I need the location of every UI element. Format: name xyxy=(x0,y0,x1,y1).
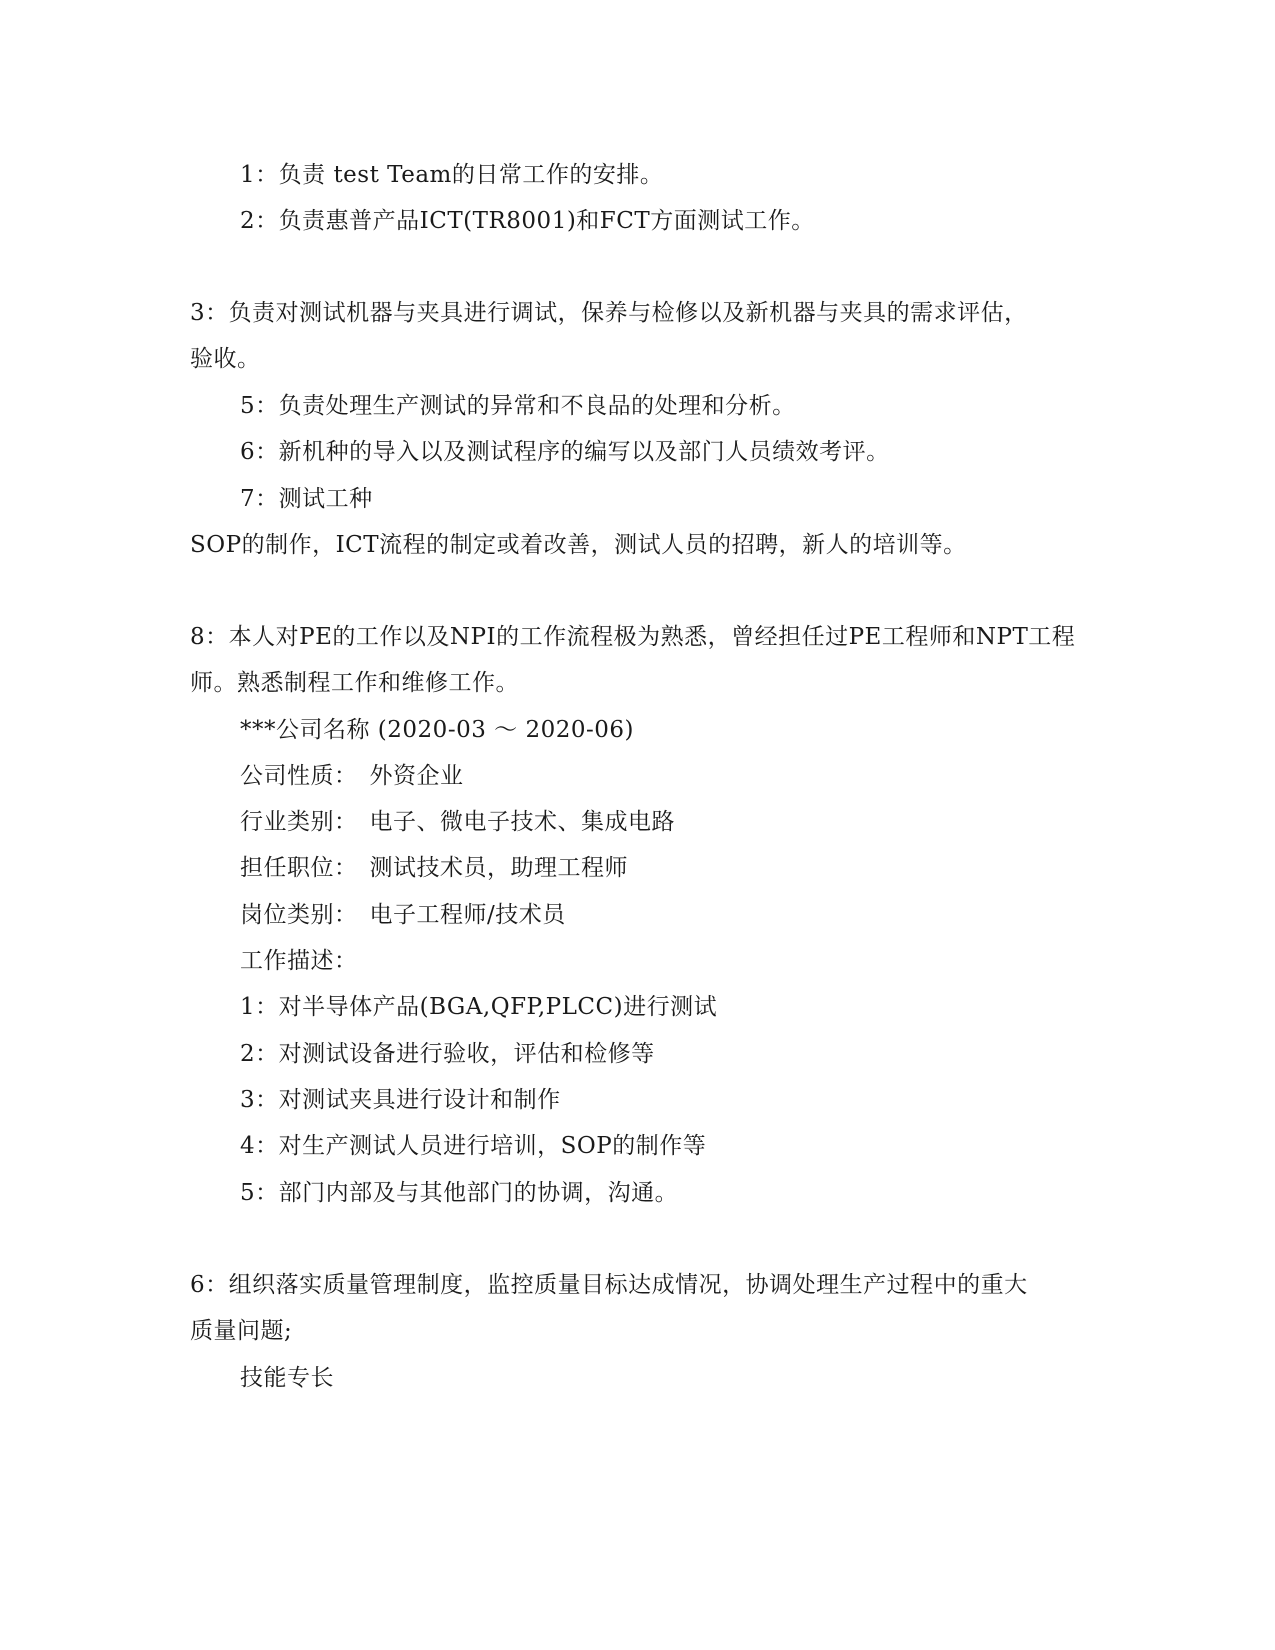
duty-line-8-cont: 师。熟悉制程工作和维修工作。 xyxy=(190,670,519,696)
task-line-6-cont: 质量问题; xyxy=(190,1318,293,1344)
company-heading: ***公司名称 (2020-03 ～ 2020-06) xyxy=(240,717,635,743)
task-line-6: 6：组织落实质量管理制度，监控质量目标达成情况，协调处理生产过程中的重大 xyxy=(190,1272,1028,1298)
duty-line-1: 1：负责 test Team的日常工作的安排。 xyxy=(240,162,664,188)
position-held: 担任职位： 测试技术员，助理工程师 xyxy=(240,855,628,881)
duty-line-7-cont: SOP的制作，ICT流程的制定或着改善，测试人员的招聘，新人的培训等。 xyxy=(190,532,967,558)
task-line-1: 1：对半导体产品(BGA,QFP,PLCC)进行测试 xyxy=(240,994,718,1020)
duty-line-3-cont: 验收。 xyxy=(190,346,261,372)
company-nature: 公司性质： 外资企业 xyxy=(240,763,464,789)
skills-heading: 技能专长 xyxy=(240,1365,334,1391)
task-line-2: 2：对测试设备进行验收，评估和检修等 xyxy=(240,1041,655,1067)
duty-line-2: 2：负责惠普产品ICT(TR8001)和FCT方面测试工作。 xyxy=(240,208,815,234)
duty-line-8: 8：本人对PE的工作以及NPI的工作流程极为熟悉，曾经担任过PE工程师和NPT工程 xyxy=(190,624,1076,650)
duty-line-3: 3：负责对测试机器与夹具进行调试，保养与检修以及新机器与夹具的需求评估， xyxy=(190,300,1028,326)
task-line-4: 4：对生产测试人员进行培训，SOP的制作等 xyxy=(240,1133,707,1159)
task-line-5: 5：部门内部及与其他部门的协调，沟通。 xyxy=(240,1180,679,1206)
job-category: 岗位类别： 电子工程师/技术员 xyxy=(240,902,566,928)
duty-line-6: 6：新机种的导入以及测试程序的编写以及部门人员绩效考评。 xyxy=(240,439,890,465)
industry-category: 行业类别： 电子、微电子技术、集成电路 xyxy=(240,809,675,835)
duty-line-5: 5：负责处理生产测试的异常和不良品的处理和分析。 xyxy=(240,393,796,419)
duty-line-7: 7：测试工种 xyxy=(240,486,373,512)
task-line-3: 3：对测试夹具进行设计和制作 xyxy=(240,1087,561,1113)
job-description-label: 工作描述： xyxy=(240,948,358,974)
